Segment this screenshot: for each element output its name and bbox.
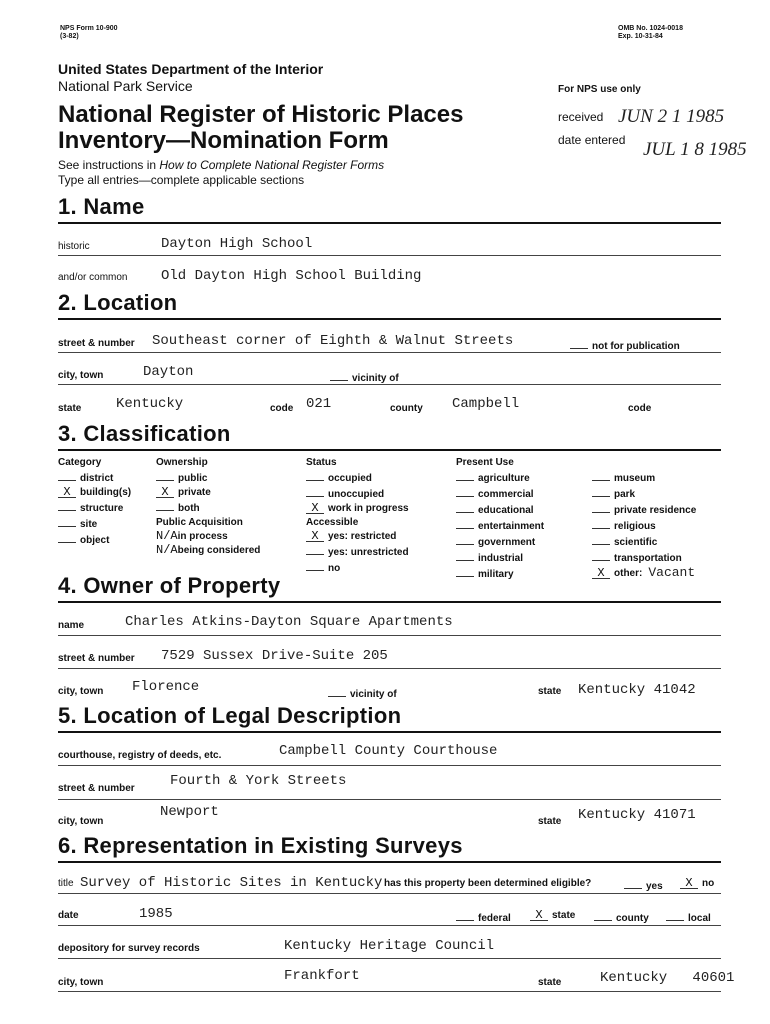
received-stamp: JUN 2 1 1985	[618, 106, 725, 127]
checkbox-label: military	[478, 569, 514, 580]
use-commercial	[456, 486, 544, 502]
owner-name-value: Charles Atkins-Dayton Square Apartments	[125, 614, 453, 630]
owner-name-label: name	[58, 620, 85, 631]
eligible-yes: yes	[624, 878, 663, 892]
state-label: state	[58, 403, 82, 414]
use-other	[592, 566, 696, 581]
location-street-value: Southeast corner of Eighth & Walnut Streets	[152, 333, 514, 349]
owner-vicinity-field: vicinity of	[328, 686, 397, 700]
status-work-in-progress	[306, 502, 409, 516]
county-code-label: code	[628, 403, 652, 414]
section-3-title: 3. Classification	[58, 421, 231, 446]
acquisition-in-process	[156, 530, 260, 544]
category-column: Category district X building(s) structure site object	[58, 457, 132, 546]
owner-state-label: state	[538, 686, 562, 697]
checkbox-label: building(s)	[80, 487, 132, 498]
department-name: United States Department of the Interior	[58, 61, 324, 77]
checkbox-mark: N/A	[156, 543, 178, 557]
date-entered-stamp: JUL 1 8 1985	[643, 139, 747, 160]
survey-date-value: 1985	[139, 906, 173, 922]
checkbox-mark	[456, 550, 474, 561]
eligible-no: X no	[680, 878, 714, 889]
legal-state-label: state	[538, 816, 562, 827]
accessible-yes-unrestricted	[306, 544, 409, 560]
checkbox-label: occupied	[328, 473, 372, 484]
form-title-line1: National Register of Historic Places	[58, 101, 464, 128]
checkbox-mark	[456, 518, 474, 529]
checkbox-mark	[456, 470, 474, 481]
checkbox-label: district	[80, 473, 114, 484]
checkbox-label: both	[178, 503, 200, 514]
category-structure	[58, 500, 131, 516]
common-name-label: and/or common	[58, 272, 128, 283]
checkbox-mark	[58, 516, 76, 527]
code-label: code	[270, 403, 294, 414]
survey-title-label: title	[58, 878, 74, 889]
legal-state-value: Kentucky 41071	[578, 807, 696, 823]
category-object	[58, 532, 131, 548]
not-for-publication: not for publication	[570, 338, 680, 352]
checkbox-mark: X	[306, 531, 324, 542]
accessible-yes-restricted	[306, 530, 409, 544]
checkbox-label: yes: restricted	[328, 531, 397, 542]
form-date: (3-82)	[60, 33, 79, 40]
form-title-line2: Inventory—Nomination Form	[58, 127, 389, 154]
legal-street-value: Fourth & York Streets	[170, 773, 347, 789]
category-district	[58, 470, 131, 486]
use-museum	[592, 470, 696, 486]
status-unoccupied	[306, 486, 409, 502]
checkbox-mark	[592, 486, 610, 497]
use-industrial	[456, 550, 544, 566]
checkbox-mark	[156, 500, 174, 511]
checkbox-label: structure	[80, 503, 124, 514]
checkbox-label: work in progress	[328, 503, 409, 514]
checkbox-mark: X	[592, 568, 610, 579]
checkbox-label: yes: unrestricted	[328, 547, 409, 558]
acquisition-being-considered	[156, 544, 260, 558]
level-federal: federal	[456, 910, 511, 924]
courthouse-value: Campbell County Courthouse	[279, 743, 498, 759]
checkbox-label: private residence	[614, 505, 697, 516]
checkbox-label: in process	[177, 531, 228, 542]
section-5-title: 5. Location of Legal Description	[58, 703, 402, 728]
nps-use-heading: For NPS use only	[558, 84, 641, 95]
checkbox-label: industrial	[478, 553, 524, 564]
checkbox-label: transportation	[614, 553, 682, 564]
courthouse-label: courthouse, registry of deeds, etc.	[58, 750, 222, 761]
checkbox-mark: X	[306, 503, 324, 514]
use-entertainment	[456, 518, 544, 534]
location-city-value: Dayton	[143, 364, 194, 380]
checkbox-mark	[306, 544, 324, 555]
ownership-private	[156, 486, 260, 500]
checkbox-mark	[58, 532, 76, 543]
ownership-column: Ownership public X private both Public Acquisition N/Ain process N/Abeing considered	[156, 457, 261, 557]
use-religious	[592, 518, 696, 534]
owner-street-value: 7529 Sussex Drive-Suite 205	[161, 648, 388, 664]
service-name: National Park Service	[58, 78, 193, 94]
checkbox-label: government	[478, 537, 536, 548]
owner-city-value: Florence	[132, 679, 200, 695]
checkbox-mark	[456, 534, 474, 545]
checkbox-mark	[592, 502, 610, 513]
category-building-s	[58, 486, 131, 500]
received-label: received	[558, 110, 604, 124]
common-name-value: Old Dayton High School Building	[161, 268, 422, 284]
ownership-public	[156, 470, 260, 486]
checkbox-label: entertainment	[478, 521, 545, 532]
checkbox-mark	[592, 534, 610, 545]
form-number: NPS Form 10-900	[60, 25, 118, 32]
section-4-title: 4. Owner of Property	[58, 573, 281, 598]
checkbox-mark	[58, 470, 76, 481]
checkbox-label: object	[80, 535, 110, 546]
use-military	[456, 566, 544, 582]
depository-label: depository for survey records	[58, 943, 200, 954]
instructions-line2: Type all entries—complete applicable sections	[58, 173, 305, 187]
accessible-no	[306, 560, 409, 576]
checkbox-mark: N/A	[156, 529, 178, 543]
status-occupied	[306, 470, 409, 486]
checkbox-label: park	[614, 489, 636, 500]
survey-title-value: Survey of Historic Sites in Kentucky	[80, 875, 383, 891]
checkbox-label: public	[178, 473, 208, 484]
other-use-value: Vacant	[648, 565, 696, 580]
checkbox-mark	[156, 470, 174, 481]
eligible-question: has this property been determined eligible?	[384, 878, 592, 889]
checkbox-label: commercial	[478, 489, 534, 500]
county-label: county	[390, 403, 423, 414]
owner-state-value: Kentucky 41042	[578, 682, 696, 698]
checkbox-mark	[592, 518, 610, 529]
use-scientific	[592, 534, 696, 550]
use-educational	[456, 502, 544, 518]
depository-city-value: Frankfort	[284, 968, 360, 984]
level-state: X state	[530, 910, 575, 921]
checkbox-label: other:	[614, 568, 643, 579]
checkbox-mark	[306, 560, 324, 571]
instructions-line1: See instructions in How to Complete National Register Forms	[58, 158, 385, 172]
use-private-residence	[592, 502, 696, 518]
checkbox-mark	[456, 566, 474, 577]
checkbox-label: being considered	[177, 545, 261, 556]
section-1-rule	[58, 222, 721, 224]
use-agriculture	[456, 470, 544, 486]
checkbox-label: museum	[614, 473, 656, 484]
depository-state-label: state	[538, 977, 562, 988]
legal-street-label: street & number	[58, 783, 135, 794]
checkbox-mark	[306, 470, 324, 481]
present-use-column: Present Use agriculture commercial educational entertainment government industrial military	[456, 457, 545, 580]
legal-city-label: city, town	[58, 816, 104, 827]
checkbox-mark	[306, 486, 324, 497]
category-site	[58, 516, 131, 532]
checkbox-mark	[592, 470, 610, 481]
historic-name-value: Dayton High School	[161, 236, 313, 252]
checkbox-label: educational	[478, 505, 534, 516]
checkbox-label: religious	[614, 521, 656, 532]
date-entered-label: date entered	[558, 133, 626, 147]
section-1-title: 1. Name	[58, 194, 145, 219]
checkbox-mark	[456, 502, 474, 513]
historic-label: historic	[58, 241, 90, 252]
checkbox-label: unoccupied	[328, 489, 385, 500]
checkbox-mark: X	[156, 487, 174, 498]
ownership-both	[156, 500, 260, 516]
owner-city-label: city, town	[58, 686, 104, 697]
section-6-title: 6. Representation in Existing Surveys	[58, 833, 463, 858]
depository-value: Kentucky Heritage Council	[284, 938, 495, 954]
use-government	[456, 534, 544, 550]
depository-city-label: city, town	[58, 977, 104, 988]
omb-expiration: Exp. 10-31-84	[618, 33, 663, 40]
checkbox-label: agriculture	[478, 473, 530, 484]
vicinity-field: vicinity of	[330, 370, 399, 384]
use-transportation	[592, 550, 696, 566]
level-county: county	[594, 910, 649, 924]
checkbox-mark	[592, 550, 610, 561]
checkbox-label: private	[178, 487, 211, 498]
location-county-value: Campbell	[452, 396, 520, 412]
checkbox-mark	[58, 500, 76, 511]
location-state-value: Kentucky	[116, 396, 184, 412]
checkbox-label: no	[328, 563, 341, 574]
present-use-column-2	[592, 470, 696, 581]
omb-number: OMB No. 1024-0018	[618, 25, 683, 32]
checkbox-label: scientific	[614, 537, 658, 548]
legal-city-value: Newport	[160, 804, 219, 820]
city-label: city, town	[58, 370, 104, 381]
checkbox-mark: X	[58, 487, 76, 498]
section-2-title: 2. Location	[58, 290, 178, 315]
depository-state-value: Kentucky 40601	[600, 970, 735, 986]
checkbox-label: site	[80, 519, 98, 530]
survey-date-label: date	[58, 910, 79, 921]
location-code-value: 021	[306, 396, 332, 412]
level-local: local	[666, 910, 711, 924]
street-label: street & number	[58, 338, 135, 349]
use-park	[592, 486, 696, 502]
owner-street-label: street & number	[58, 653, 135, 664]
checkbox-mark	[456, 486, 474, 497]
status-column: Status occupied unoccupied X work in progress Accessible X yes: restricted yes: unrestricted no	[306, 457, 409, 574]
